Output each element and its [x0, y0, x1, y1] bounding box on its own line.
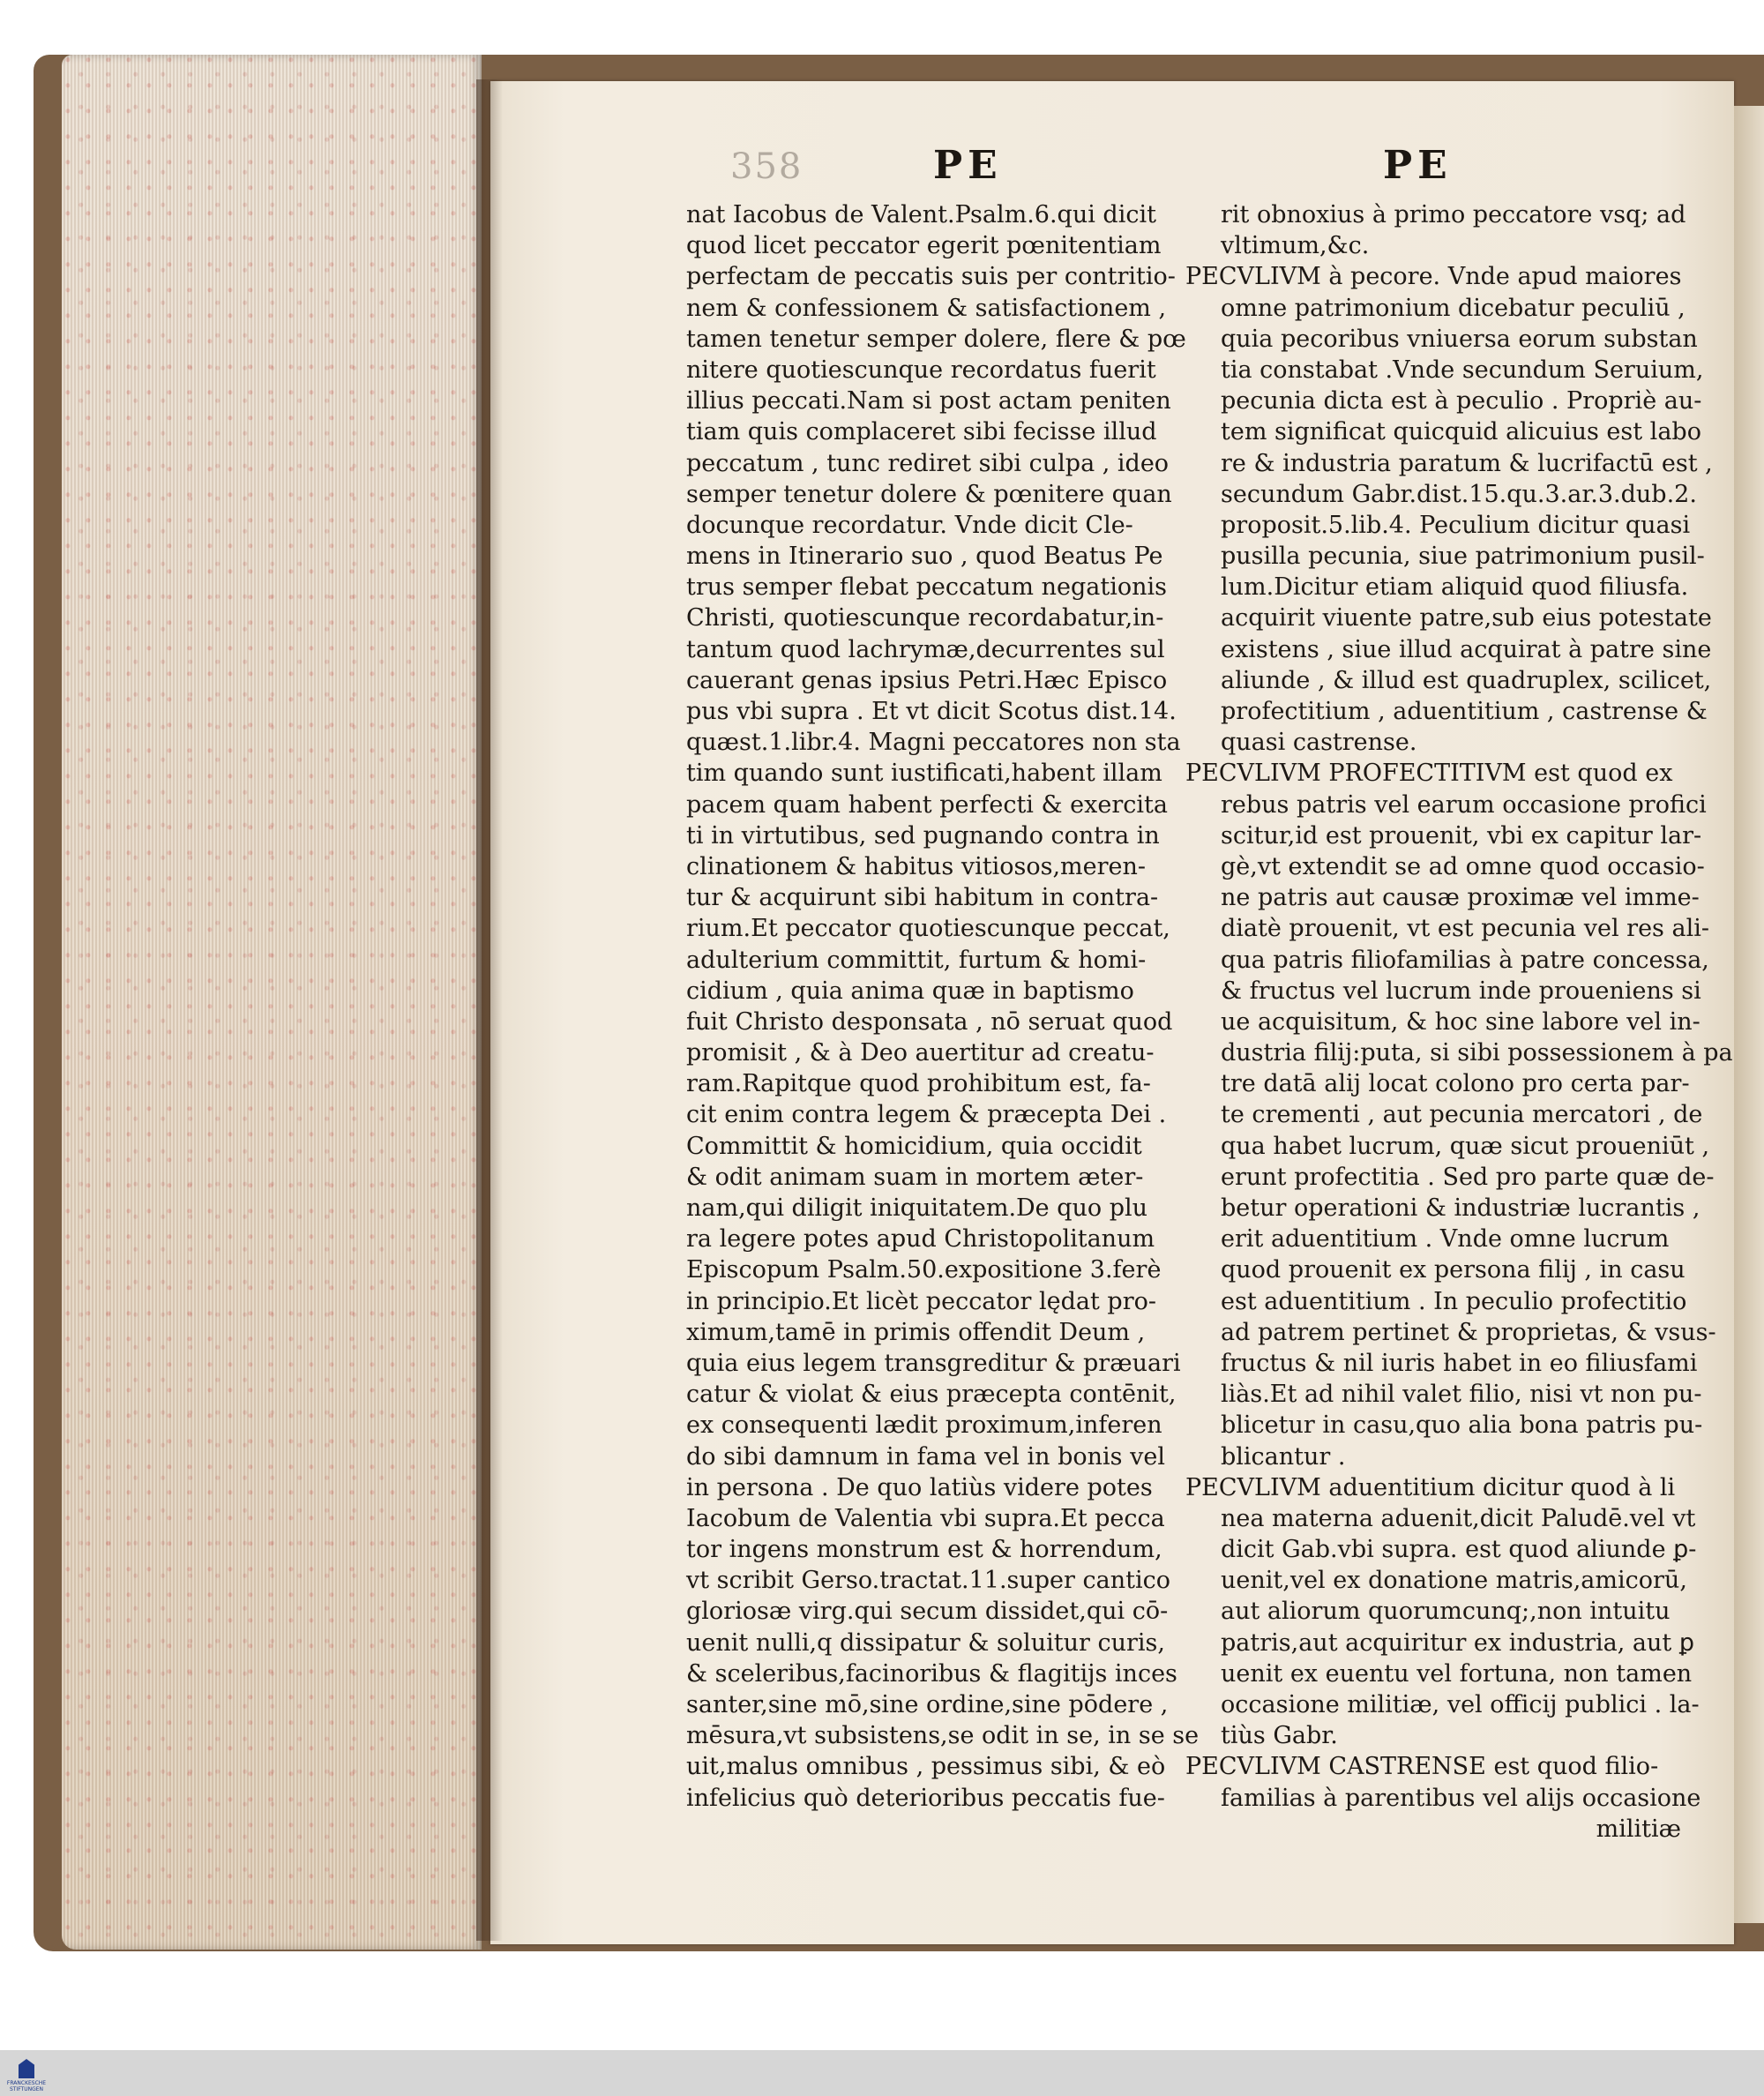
text-line: pusilla pecunia, siue patrimonium pusil-	[1221, 543, 1705, 571]
text-line: quod prouenit ex persona filij , in casu	[1221, 1256, 1686, 1284]
text-line: ximum,tamē in primis offendit Deum ,	[686, 1318, 1146, 1346]
text-line: patris,aut acquiritur ex industria, aut ꝑ	[1221, 1628, 1694, 1657]
spine-shadow	[476, 79, 503, 1941]
text-line: mens in Itinerario suo , quod Beatus Pe	[686, 543, 1163, 571]
logo-caption: FRANCKESCHE STIFTUNGEN	[6, 2080, 47, 2092]
text-line: & fructus vel lucrum inde proueniens si	[1221, 977, 1701, 1005]
text-line: blicetur in casu,quo alia bona patris pu-	[1221, 1411, 1703, 1440]
text-line: dicit Gab.vbi supra. est quod aliunde ꝑ-	[1221, 1536, 1697, 1564]
text-line: te crementi , aut pecunia mercatori , de	[1221, 1101, 1703, 1129]
text-line: occasione militiæ, vel officij publici . la-	[1221, 1691, 1700, 1718]
text-line: nea materna aduenit,dicit Paludē.vel vt	[1221, 1504, 1696, 1532]
text-line: rebus patris vel earum occasione profici	[1221, 790, 1707, 819]
text-line: secundum Gabr.dist.15.qu.3.ar.3.dub.2.	[1221, 480, 1697, 508]
footer-bar	[0, 2050, 1764, 2096]
text-line: quod licet peccator egerit pœnitentiam	[686, 232, 1162, 260]
text-line: pus vbi supra . Et vt dicit Scotus dist.14.	[686, 698, 1177, 725]
entry-heading-line: PECVLIVM à pecore. Vnde apud maiores	[1185, 263, 1682, 291]
text-line: Iacobum de Valentia vbi supra.Et pecca	[686, 1504, 1165, 1532]
text-line: fuit Christo desponsata , nō seruat quod	[686, 1007, 1173, 1036]
text-line: in persona . De quo latiùs videre potes	[686, 1473, 1153, 1501]
text-line: santer,sine mō,sine ordine,sine pōdere ,	[686, 1691, 1169, 1718]
text-line: docunque recordatur. Vnde dicit Cle-	[686, 511, 1133, 539]
text-line: existens , siue illud acquirat à patre sine	[1221, 635, 1712, 663]
entry-heading-line: PECVLIVM aduentitium dicitur quod à li	[1185, 1473, 1676, 1501]
building-icon	[19, 2059, 34, 2078]
text-line: proposit.5.lib.4. Peculium dicitur quasi	[1221, 511, 1691, 539]
text-line: tiùs Gabr.	[1221, 1722, 1338, 1750]
running-head-left: PE	[933, 143, 1003, 188]
text-line: perfectam de peccatis suis per contritio-	[686, 263, 1176, 291]
entry-heading-line: PECVLIVM CASTRENSE est quod filio-	[1185, 1753, 1659, 1781]
text-line: adulterium committit, furtum & homi-	[686, 946, 1147, 974]
text-line: scitur,id est prouenit, vbi ex capitur lar-	[1221, 821, 1702, 850]
text-line: do sibi damnum in fama vel in bonis vel	[686, 1442, 1165, 1471]
text-line: catur & violat & eius præcepta contēnit,	[686, 1381, 1177, 1409]
text-line: cauerant genas ipsius Petri.Hæc Episco	[686, 666, 1168, 694]
text-line: uit,malus omnibus , pessimus sibi, & eò	[686, 1753, 1166, 1781]
text-line: ex consequenti lædit proximum,inferen	[686, 1411, 1162, 1440]
text-line: acquirit viuente patre,sub eius potestate	[1221, 604, 1712, 633]
text-line: lum.Dicitur etiam aliquid quod filiusfa.	[1221, 573, 1689, 602]
text-line: qua habet lucrum, quæ sicut proueniūt ,	[1221, 1132, 1710, 1160]
text-line: rit obnoxius à primo peccatore vsq; ad	[1221, 201, 1686, 228]
text-line: trus semper flebat peccatum negationis	[686, 573, 1167, 602]
text-line: fructus & nil iuris habet in eo filiusfami	[1221, 1349, 1698, 1377]
text-line: infelicius quò deterioribus peccatis fue-	[686, 1784, 1165, 1812]
text-line: quia eius legem transgreditur & præuari	[686, 1349, 1181, 1377]
text-line: nat Iacobus de Valent.Psalm.6.qui dicit	[686, 201, 1156, 228]
text-line: tor ingens monstrum est & horrendum,	[686, 1536, 1162, 1564]
text-line: semper tenetur dolere & pœnitere quan	[686, 480, 1172, 508]
text-line: cidium , quia anima quæ in baptismo	[686, 977, 1134, 1005]
text-line: uenit,vel ex donatione matris,amicorū,	[1221, 1567, 1687, 1595]
text-line: cit enim contra legem & præcepta Dei .	[686, 1101, 1167, 1129]
running-head-right: PE	[1383, 143, 1453, 188]
text-line: diatè prouenit, vt est pecunia vel res ali-	[1221, 915, 1709, 943]
text-line: in principio.Et licèt peccator lędat pro-	[686, 1287, 1156, 1315]
text-line: erunt profectitia . Sed pro parte quæ de-	[1221, 1163, 1715, 1191]
text-line: pacem quam habent perfecti & exercita	[686, 790, 1168, 819]
text-line: & sceleribus,facinoribus & flagitijs inces	[686, 1659, 1177, 1688]
text-line: ram.Rapitque quod prohibitum est, fa-	[686, 1070, 1151, 1098]
text-line: tia constabat .Vnde secundum Seruium,	[1221, 356, 1704, 384]
text-line: liàs.Et ad nihil valet filio, nisi vt non pu-	[1221, 1381, 1702, 1409]
text-line: Episcopum Psalm.50.expositione 3.ferè	[686, 1256, 1162, 1284]
library-logo[interactable]	[7, 2054, 46, 2092]
text-line: nem & confessionem & satisfactionem ,	[686, 294, 1167, 322]
text-line: clinationem & habitus vitiosos,meren-	[686, 852, 1147, 880]
text-line: aut aliorum quorumcunq;,non intuitu	[1221, 1598, 1671, 1626]
page-edges	[62, 55, 482, 1950]
text-line: gloriosæ virg.qui secum dissidet,qui cō-	[686, 1598, 1169, 1626]
text-line: ti in virtutibus, sed pugnando contra in	[686, 821, 1160, 850]
text-line: re & industria paratum & lucrifactū est ,	[1221, 449, 1713, 477]
text-line: profectitium , aduentitium , castrense &	[1221, 698, 1708, 725]
text-line: & odit animam suam in mortem æter-	[686, 1163, 1144, 1191]
text-line: Christi, quotiescunque recordabatur,in-	[686, 604, 1164, 633]
text-line: promisit , & à Deo auertitur ad creatu-	[686, 1039, 1155, 1067]
text-line: dustria filij:puta, si sibi possessionem à pa	[1221, 1039, 1733, 1067]
text-line: quia pecoribus vniuersa eorum substan	[1221, 325, 1698, 353]
text-line: pecunia dicta est à peculio . Propriè au-	[1221, 387, 1702, 415]
text-line: quæst.1.libr.4. Magni peccatores non sta	[686, 729, 1181, 757]
left-text-column	[686, 199, 1200, 1814]
text-line: erit aduentitium . Vnde omne lucrum	[1221, 1225, 1670, 1254]
text-line: nitere quotiescunque recordatus fuerit	[686, 356, 1156, 384]
text-line: est aduentitium . In peculio profectitio	[1221, 1287, 1687, 1315]
text-line: tre datā alij locat colono pro certa par-	[1221, 1070, 1690, 1098]
text-line: tiam quis complaceret sibi fecisse illud	[686, 418, 1157, 446]
text-line: vt scribit Gerso.tractat.11.super cantico	[686, 1567, 1170, 1595]
text-line: tem significat quicquid alicuius est labo	[1221, 418, 1701, 446]
text-line: gè,vt extendit se ad omne quod occasio-	[1221, 852, 1705, 880]
text-line: nam,qui diligit iniquitatem.De quo plu	[686, 1194, 1148, 1222]
text-line: blicantur .	[1221, 1442, 1346, 1471]
text-line: quasi castrense.	[1221, 729, 1417, 757]
text-line: peccatum , tunc rediret sibi culpa , ideo	[686, 449, 1170, 477]
text-line: tim quando sunt iustificati,habent illam	[686, 760, 1162, 788]
text-line: vltimum,&c.	[1221, 232, 1370, 260]
text-line: tantum quod lachrymæ,decurrentes sul	[686, 635, 1165, 663]
text-line: familias à parentibus vel alijs occasione	[1221, 1784, 1701, 1812]
text-line: ad patrem pertinet & proprietas, & vsus-	[1221, 1318, 1716, 1346]
text-line: rium.Et peccator quotiescunque peccat,	[686, 915, 1170, 943]
text-line: uenit nulli,q dissipatur & soluitur curis,	[686, 1628, 1165, 1657]
facing-page-edge	[1734, 106, 1764, 1923]
text-line: qua patris filiofamilias à patre concessa,	[1221, 946, 1709, 974]
text-line: uenit ex euentu vel fortuna, non tamen	[1221, 1659, 1693, 1688]
text-line: aliunde , & illud est quadruplex, scilicet,	[1221, 666, 1712, 694]
text-line: ue acquisitum, & hoc sine labore vel in-	[1221, 1007, 1700, 1036]
text-line: betur operationi & industriæ lucrantis ,	[1221, 1194, 1700, 1222]
text-line: militiæ	[1596, 1815, 1681, 1843]
entry-heading-line: PECVLIVM PROFECTITIVM est quod ex	[1185, 760, 1673, 788]
page-number: 358	[730, 146, 804, 187]
text-line: omne patrimonium dicebatur peculiū ,	[1221, 294, 1686, 322]
right-text-column	[1185, 199, 1733, 1845]
text-line: ra legere potes apud Christopolitanum	[686, 1225, 1155, 1254]
text-line: mēsura,vt subsistens,se odit in se, in se se	[686, 1722, 1200, 1750]
text-line: ne patris aut causæ proximæ vel imme-	[1221, 884, 1700, 912]
text-line: tur & acquirunt sibi habitum in contra-	[686, 884, 1159, 912]
text-line: Committit & homicidium, quia occidit	[686, 1132, 1142, 1160]
text-line: tamen tenetur semper dolere, flere & pœ	[686, 325, 1186, 353]
text-line: illius peccati.Nam si post actam peniten	[686, 387, 1171, 415]
